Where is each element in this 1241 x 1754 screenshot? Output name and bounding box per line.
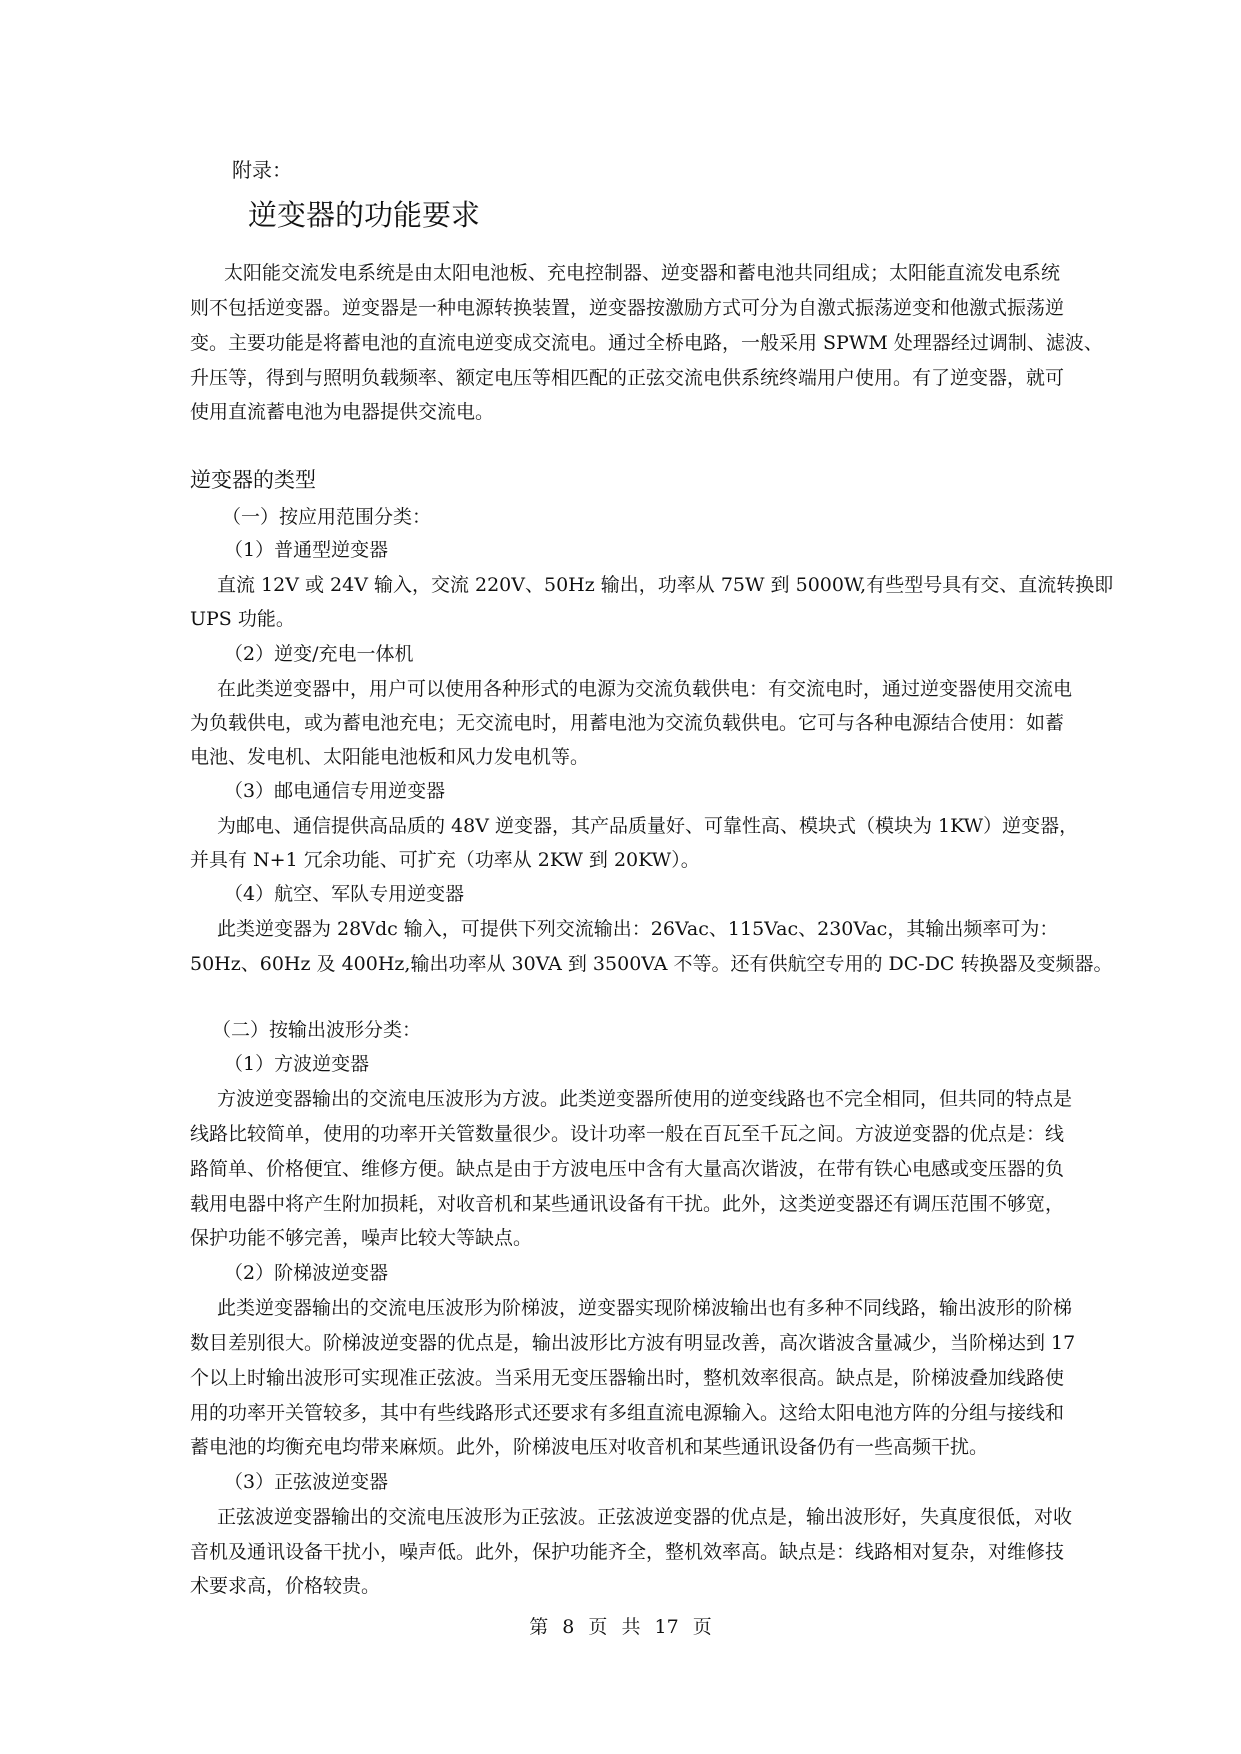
- part1-item2-line-1: 在此类逆变器中，用户可以使用各种形式的电源为交流负载供电：有交流电时，通过逆变器使用交流电: [217, 678, 1073, 700]
- part1-item2-line-3: 电池、发电机、太阳能电池板和风力发电机等。: [190, 746, 590, 768]
- part2-item3-line-1: 正弦波逆变器输出的交流电压波形为正弦波。正弦波逆变器的优点是，输出波形好，失真度很低，对收: [217, 1506, 1073, 1528]
- part2-item1-line-2: 线路比较简单，使用的功率开关管数量很少。设计功率一般在百瓦至千瓦之间。方波逆变器的优点是：线: [190, 1123, 1065, 1145]
- part1-item3-heading: （3）邮电通信专用逆变器: [224, 780, 446, 802]
- part2-item1-line-4: 载用电器中将产生附加损耗，对收音机和某些通讯设备有干扰。此外，这类逆变器还有调压范围不够宽，: [190, 1193, 1065, 1215]
- part2-heading: （二）按输出波形分类：: [212, 1019, 422, 1041]
- page-title: 逆变器的功能要求: [248, 198, 481, 232]
- part2-item3-line-3: 术要求高，价格较贵。: [190, 1575, 381, 1597]
- part2-item2-line-1: 此类逆变器输出的交流电压波形为阶梯波，逆变器实现阶梯波输出也有多种不同线路，输出波形的阶梯: [217, 1297, 1073, 1319]
- part2-item2-line-5: 蓄电池的均衡充电均带来麻烦。此外，阶梯波电压对收音机和某些通讯设备仍有一些高频干扰。: [190, 1436, 989, 1458]
- part1-item4-line-1: 此类逆变器为 28Vdc 输入，可提供下列交流输出：26Vac、115Vac、230Vac，其输出频率可为：: [217, 918, 1059, 940]
- part1-item4-heading: （4）航空、军队专用逆变器: [224, 883, 465, 905]
- intro-line-3: 变。主要功能是将蓄电池的直流电逆变成交流电。通过全桥电路，一般采用 SPWM 处理器经过调制、滤波、: [190, 332, 1103, 354]
- intro-line-2: 则不包括逆变器。逆变器是一种电源转换装置，逆变器按激励方式可分为自激式振荡逆变和他激式振荡逆: [190, 297, 1065, 319]
- part1-item1-heading: （1）普通型逆变器: [224, 539, 389, 561]
- part2-item1-line-5: 保护功能不够完善，噪声比较大等缺点。: [190, 1227, 533, 1249]
- appendix-label: 附录：: [232, 158, 292, 182]
- part2-item2-line-4: 用的功率开关管较多，其中有些线路形式还要求有多组直流电源输入。这给太阳电池方阵的分组与接线和: [190, 1402, 1065, 1424]
- part2-item1-line-1: 方波逆变器输出的交流电压波形为方波。此类逆变器所使用的逆变线路也不完全相同，但共同的特点是: [217, 1088, 1073, 1110]
- part2-item1-heading: （1）方波逆变器: [224, 1053, 370, 1075]
- part1-item3-line-2: 并具有 N+1 冗余功能、可扩充（功率从 2KW 到 20KW）。: [190, 849, 700, 871]
- part1-heading: （一）按应用范围分类：: [222, 506, 432, 528]
- part1-item1-line-1: 直流 12V 或 24V 输入，交流 220V、50Hz 输出，功率从 75W 到 5000W,有些型号具有交、直流转换即: [217, 574, 1114, 596]
- part2-item2-heading: （2）阶梯波逆变器: [224, 1262, 389, 1284]
- intro-line-5: 使用直流蓄电池为电器提供交流电。: [190, 401, 495, 423]
- part1-item4-line-2: 50Hz、60Hz 及 400Hz,输出功率从 30VA 到 3500VA 不等。还有供航空专用的 DC-DC 转换器及变频器。: [190, 953, 1113, 975]
- page-number-footer: 第 8 页 共 17 页: [529, 1616, 712, 1638]
- part1-item1-line-2: UPS 功能。: [190, 608, 295, 630]
- part2-item3-heading: （3）正弦波逆变器: [224, 1471, 389, 1493]
- part2-item1-line-3: 路简单、价格便宜、维修方便。缺点是由于方波电压中含有大量高次谐波，在带有铁心电感或变压器的负: [190, 1158, 1065, 1180]
- part2-item2-line-2: 数目差别很大。阶梯波逆变器的优点是，输出波形比方波有明显改善，高次谐波含量减少，当阶梯达到 17: [190, 1332, 1076, 1354]
- part1-item2-line-2: 为负载供电，或为蓄电池充电；无交流电时，用蓄电池为交流负载供电。它可与各种电源结合使用：如蓄: [190, 712, 1065, 734]
- part1-item2-heading: （2）逆变/充电一体机: [224, 643, 414, 665]
- part2-item2-line-3: 个以上时输出波形可实现准正弦波。当采用无变压器输出时，整机效率很高。缺点是，阶梯波叠加线路使: [190, 1367, 1065, 1389]
- intro-line-4: 升压等，得到与照明负载频率、额定电压等相匹配的正弦交流电供系统终端用户使用。有了逆变器，就可: [190, 367, 1065, 389]
- section-title: 逆变器的类型: [190, 468, 316, 492]
- intro-line-1: 太阳能交流发电系统是由太阳电池板、充电控制器、逆变器和蓄电池共同组成；太阳能直流发电系统: [224, 262, 1061, 284]
- part1-item3-line-1: 为邮电、通信提供高品质的 48V 逆变器，其产品质量好、可靠性高、模块式（模块为 1KW）逆变器，: [217, 815, 1079, 837]
- part2-item3-line-2: 音机及通讯设备干扰小，噪声低。此外，保护功能齐全，整机效率高。缺点是：线路相对复杂，对维修技: [190, 1541, 1065, 1563]
